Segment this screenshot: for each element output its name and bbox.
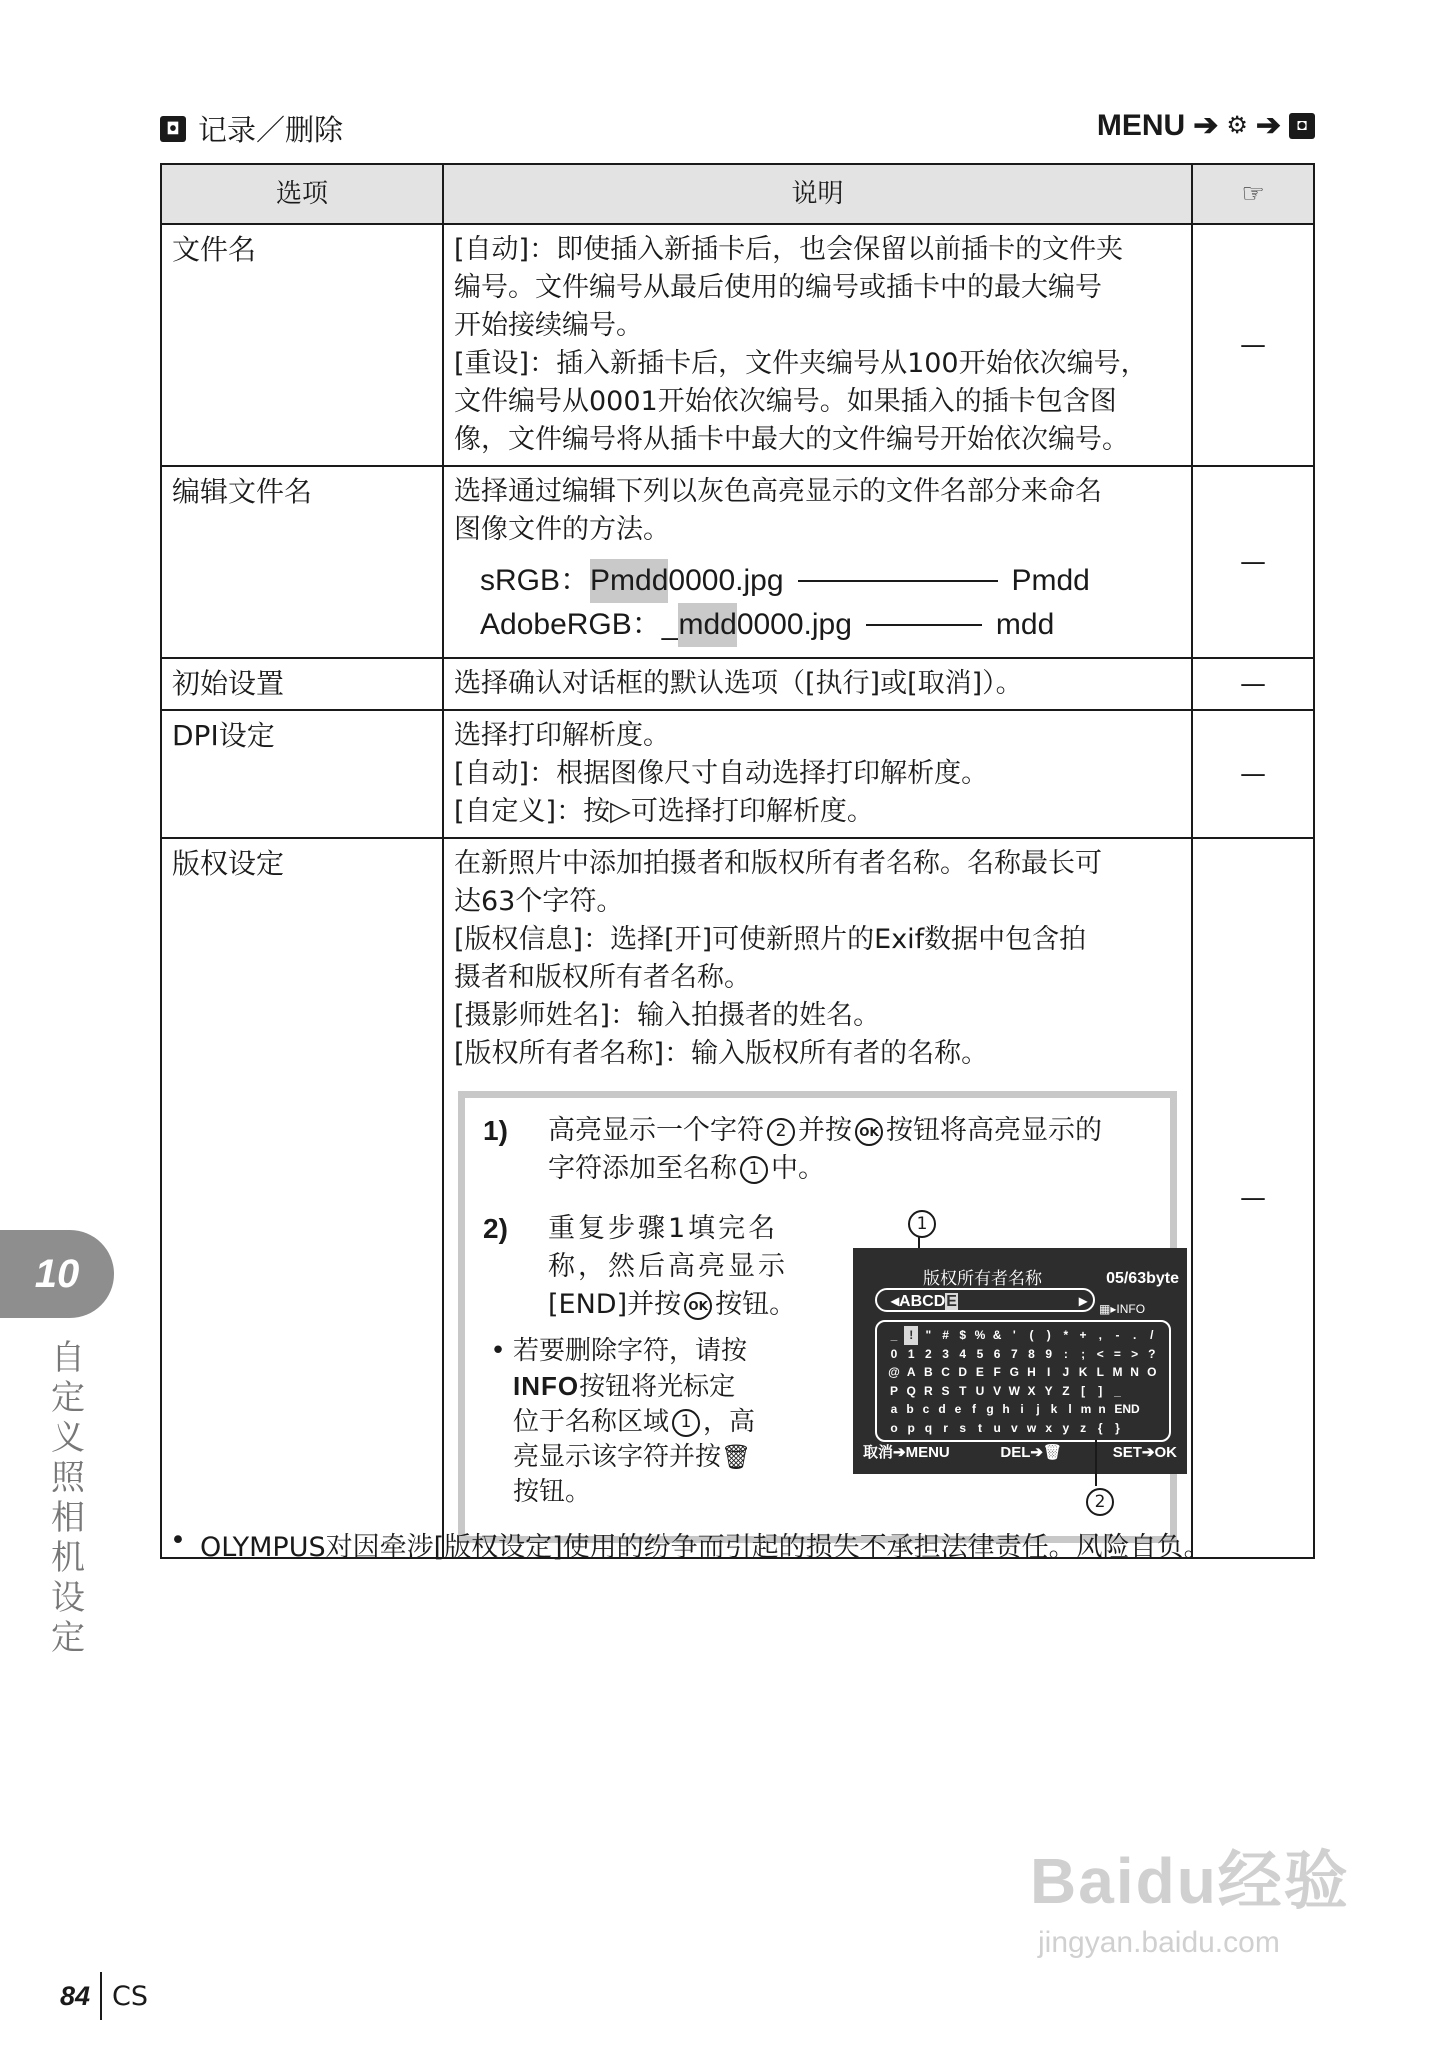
callout-line xyxy=(1095,1440,1097,1486)
desc-line: [自定义]：按▷可选择打印解析度。 xyxy=(454,796,874,827)
keyboard-row xyxy=(887,1400,1159,1419)
key: e xyxy=(954,1402,962,1416)
desc-line: 像，文件编号将从插卡中最大的文件编号开始依次编号。 xyxy=(454,424,1129,455)
step-text-part: 按钮将高亮显示的 xyxy=(886,1115,1102,1146)
bullet-dot: • xyxy=(170,1525,186,1556)
key: i xyxy=(1020,1402,1024,1416)
srgb-result: Pmdd xyxy=(1011,564,1090,597)
bullet-text-part: 按钮。 xyxy=(513,1477,592,1507)
trash-icon: 🗑 xyxy=(721,1443,752,1471)
key: n xyxy=(1098,1402,1106,1416)
step-text-part: 按钮。 xyxy=(715,1289,797,1320)
key: C xyxy=(941,1365,950,1379)
name-cursor: E xyxy=(946,1293,957,1310)
adobe-rest: 0000.jpg xyxy=(736,608,852,641)
header-reference: ☞ xyxy=(1192,164,1314,224)
desc-line: [自动]：根据图像尺寸自动选择打印解析度。 xyxy=(454,758,989,789)
keyboard-row xyxy=(887,1345,1159,1364)
callout-1-icon: 1 xyxy=(672,1409,700,1437)
key: 7 xyxy=(1010,1346,1018,1361)
key: D xyxy=(958,1365,968,1379)
table-row-copyright xyxy=(161,838,1314,1558)
key: 3 xyxy=(942,1346,949,1361)
key: 2 xyxy=(925,1346,932,1361)
key: q xyxy=(924,1420,933,1435)
key: u xyxy=(993,1420,1001,1435)
option-description xyxy=(443,710,1192,838)
key: X xyxy=(1027,1383,1036,1398)
ok-button-icon: OK xyxy=(684,1292,712,1320)
key: M xyxy=(1112,1365,1123,1379)
key: " xyxy=(925,1328,932,1342)
key: ( xyxy=(1029,1328,1034,1342)
key: H xyxy=(1027,1365,1036,1379)
step-number: 2) xyxy=(483,1213,508,1244)
adobe-label: AdobeRGB：_ xyxy=(480,608,679,641)
key: < xyxy=(1096,1346,1104,1361)
key: A xyxy=(906,1365,916,1379)
footnote xyxy=(170,1525,1211,1564)
option-name: DPI设定 xyxy=(161,710,443,838)
desc-line: 选择通过编辑下列以灰色高亮显示的文件名部分来命名 xyxy=(454,476,1102,507)
key: O xyxy=(1147,1365,1157,1379)
key: c xyxy=(922,1402,930,1416)
desc-line: 在新照片中添加拍摄者和版权所有者名称。名称最长可 xyxy=(454,848,1102,879)
desc-line: 摄者和版权所有者名称。 xyxy=(454,962,751,993)
header-description: 说明 xyxy=(443,164,1192,224)
key: J xyxy=(1062,1365,1070,1379)
key: U xyxy=(975,1383,985,1398)
callout-1-icon: 1 xyxy=(908,1210,936,1238)
bullet-text-part: ，高 xyxy=(703,1407,756,1437)
screen-footer xyxy=(863,1434,1177,1472)
page-number-value: 84 xyxy=(60,1980,91,2011)
step-1 xyxy=(483,1112,1152,1188)
key: T xyxy=(959,1383,967,1398)
ok-button-icon: OK xyxy=(855,1118,883,1146)
key: I xyxy=(1047,1365,1051,1379)
key xyxy=(1128,1382,1142,1401)
key: { xyxy=(1097,1420,1103,1435)
key: t xyxy=(977,1420,982,1435)
desc-line: [摄影师姓名]：输入拍摄者的姓名。 xyxy=(454,1000,881,1031)
step-text-part: 并按 xyxy=(798,1115,852,1146)
step-text-part: 高亮显示一个字符 xyxy=(548,1115,764,1146)
key: K xyxy=(1078,1365,1088,1379)
step-text-part: 字符添加至名称 xyxy=(548,1153,737,1184)
delete-hint: DEL➔🗑 xyxy=(1000,1444,1063,1461)
key: W xyxy=(1008,1383,1020,1398)
section-header xyxy=(160,108,343,149)
option-description xyxy=(443,838,1192,1558)
key: B xyxy=(924,1365,933,1379)
desc-line: 开始接续编号。 xyxy=(454,310,643,341)
step-number: 1) xyxy=(483,1115,508,1146)
watermark-url: jingyan.baidu.com xyxy=(1038,1926,1280,1959)
desc-line: 图像文件的方法。 xyxy=(454,514,670,545)
key: @ xyxy=(888,1365,900,1379)
language-code: CS xyxy=(112,1980,149,2012)
step-text-part: 称，然后高亮显示 xyxy=(548,1251,788,1282)
key xyxy=(1145,1382,1159,1401)
divider xyxy=(100,1972,102,2020)
key: = xyxy=(1113,1346,1121,1361)
gear-icon: ⚙ xyxy=(1226,112,1248,139)
key: + xyxy=(1079,1328,1087,1342)
chapter-title: 自定义照相机设定 xyxy=(51,1338,85,1658)
key: ? xyxy=(1148,1346,1156,1361)
key: 0 xyxy=(890,1346,898,1361)
info-hint: ▦▸INFO xyxy=(1099,1302,1146,1316)
callout-1-icon: 1 xyxy=(740,1156,768,1184)
name-value: ABCD xyxy=(899,1293,946,1310)
table-row-edit-filename xyxy=(161,466,1314,658)
key: % xyxy=(974,1328,986,1342)
table-header-row xyxy=(161,164,1314,224)
chapter-tab: 10 xyxy=(0,1230,114,1318)
table-row-filename xyxy=(161,224,1314,466)
option-reference: — xyxy=(1192,838,1314,1558)
adobe-result: mdd xyxy=(995,608,1055,641)
option-reference: — xyxy=(1192,224,1314,466)
bullet-text-part: 按钮将光标定 xyxy=(579,1372,736,1402)
option-name: 文件名 xyxy=(161,224,443,466)
bullet-note xyxy=(483,1334,833,1510)
key: N xyxy=(1130,1365,1139,1379)
key: , xyxy=(1098,1328,1102,1342)
key: 6 xyxy=(993,1346,1001,1361)
camera-screen xyxy=(853,1248,1187,1474)
key: j xyxy=(1036,1402,1040,1416)
key: f xyxy=(972,1402,976,1416)
key: z xyxy=(1080,1420,1087,1435)
srgb-rest: 0000.jpg xyxy=(668,564,784,597)
left-arrow-icon: ◂ xyxy=(891,1293,900,1310)
key: g xyxy=(986,1402,994,1416)
key: $ xyxy=(959,1328,967,1342)
bullet-text xyxy=(513,1334,755,1510)
keyboard-row xyxy=(887,1326,1159,1345)
watermark-logo: Baidu经验 xyxy=(1030,1845,1350,1917)
filename-examples xyxy=(480,559,1181,647)
key: p xyxy=(907,1420,915,1435)
key: * xyxy=(1063,1328,1069,1342)
option-description xyxy=(443,224,1192,466)
key: o xyxy=(890,1420,898,1435)
key: 1 xyxy=(907,1346,915,1361)
key: r xyxy=(943,1420,948,1435)
key: R xyxy=(924,1383,933,1398)
key: a xyxy=(890,1402,898,1416)
header-option: 选项 xyxy=(161,164,443,224)
cancel-hint: 取消➔MENU xyxy=(863,1444,950,1461)
key: h xyxy=(1002,1402,1010,1416)
key: s xyxy=(959,1420,967,1435)
keyboard-row xyxy=(887,1363,1159,1382)
info-button-label: INFO xyxy=(513,1371,580,1401)
key: b xyxy=(906,1402,914,1416)
key: G xyxy=(1009,1365,1019,1379)
key: d xyxy=(938,1402,946,1416)
key: _ xyxy=(890,1328,898,1342)
desc-line: 选择打印解析度。 xyxy=(454,720,670,751)
bullet-text-part: 亮显示该字符并按 xyxy=(513,1442,722,1472)
key: y xyxy=(1062,1420,1070,1435)
callout-2-icon: 2 xyxy=(767,1118,795,1146)
key: . xyxy=(1132,1328,1137,1342)
option-reference: — xyxy=(1192,710,1314,838)
key: x xyxy=(1045,1420,1053,1435)
key: m xyxy=(1080,1402,1092,1416)
instruction-box xyxy=(458,1091,1177,1543)
settings-table xyxy=(160,163,1315,1559)
step-text xyxy=(548,1112,1102,1188)
keyboard-row xyxy=(887,1382,1159,1401)
key: _ xyxy=(1114,1383,1121,1398)
byte-counter: 05/63byte xyxy=(1106,1270,1179,1287)
key: ) xyxy=(1046,1328,1051,1342)
key: > xyxy=(1131,1346,1139,1361)
step-2-body xyxy=(483,1210,833,1324)
camera-menu-icon: ◘ xyxy=(1289,113,1315,139)
key: ; xyxy=(1081,1346,1086,1361)
key-end: END xyxy=(1114,1402,1140,1416)
option-reference: — xyxy=(1192,466,1314,658)
step-text-part: 中。 xyxy=(771,1153,825,1184)
key xyxy=(1145,1400,1159,1419)
key: l xyxy=(1068,1402,1072,1416)
key: L xyxy=(1096,1365,1104,1379)
key: Z xyxy=(1062,1383,1070,1398)
key: } xyxy=(1115,1420,1120,1435)
key: & xyxy=(992,1328,1002,1342)
bullet-dot: • xyxy=(490,1336,506,1366)
screen-title: 版权所有者名称 xyxy=(923,1269,1042,1288)
table-row-dpi xyxy=(161,710,1314,838)
option-name: 编辑文件名 xyxy=(161,466,443,658)
page-number xyxy=(60,1972,148,2020)
name-field xyxy=(875,1288,1095,1312)
table-row-initial xyxy=(161,658,1314,710)
key: E xyxy=(975,1365,984,1379)
footnote-text: OLYMPUS对因牵涉[版权设定]使用的纷争而引起的损失不承担法律责任。风险自负。 xyxy=(199,1532,1211,1563)
option-reference: — xyxy=(1192,658,1314,710)
desc-line: 达63个字符。 xyxy=(454,886,624,917)
step-2 xyxy=(483,1210,833,1510)
desc-line: [自动]：即使插入新插卡后，也会保留以前插卡的文件夹 xyxy=(454,234,1124,265)
option-description xyxy=(443,466,1192,658)
srgb-highlight: Pmdd xyxy=(590,559,668,603)
option-name: 初始设置 xyxy=(161,658,443,710)
key: - xyxy=(1115,1328,1120,1342)
key: V xyxy=(993,1383,1002,1398)
key: Y xyxy=(1044,1383,1053,1398)
watermark xyxy=(1030,1830,1350,1960)
desc-line: [版权所有者名称]：输入版权所有者的名称。 xyxy=(454,1038,989,1069)
srgb-label: sRGB： xyxy=(480,564,591,597)
key: Q xyxy=(906,1383,916,1398)
key: k xyxy=(1050,1402,1058,1416)
camera-menu-icon: ◘ xyxy=(160,116,186,142)
key: v xyxy=(1010,1420,1018,1435)
key: P xyxy=(889,1383,898,1398)
menu-label: MENU xyxy=(1096,108,1186,142)
key: ! xyxy=(904,1326,918,1345)
arrow-icon: ➔ xyxy=(1255,109,1281,142)
desc-line: [重设]：插入新插卡后，文件夹编号从100开始依次编号， xyxy=(454,348,1148,379)
character-keyboard xyxy=(875,1320,1171,1442)
option-name: 版权设定 xyxy=(161,838,443,1558)
adobe-highlight: mdd xyxy=(678,603,736,647)
srgb-example xyxy=(480,559,1181,603)
leader-line xyxy=(866,624,982,626)
key: F xyxy=(993,1365,1001,1379)
menu-path xyxy=(1097,108,1315,143)
key: S xyxy=(941,1383,950,1398)
key: 4 xyxy=(959,1346,967,1361)
desc-line: 文件编号从0001开始依次编号。如果插入的插卡包含图 xyxy=(454,386,1117,417)
adobe-example xyxy=(480,603,1181,647)
right-arrow-icon: ▸ xyxy=(1078,1293,1087,1310)
section-title: 记录／删除 xyxy=(198,113,344,147)
leader-line xyxy=(798,580,998,582)
option-description: 选择确认对话框的默认选项（[执行]或[取消]）。 xyxy=(443,658,1192,710)
bullet-text-part: 若要删除字符，请按 xyxy=(513,1336,748,1366)
key: : xyxy=(1063,1346,1068,1361)
desc-line: 编号。文件编号从最后使用的编号或插卡中的最大编号 xyxy=(454,272,1102,303)
key: 8 xyxy=(1028,1346,1035,1361)
step-text-part: 重复步骤1填完名 xyxy=(548,1213,779,1244)
key: 9 xyxy=(1045,1346,1053,1361)
step-text xyxy=(548,1210,796,1324)
arrow-icon: ➔ xyxy=(1193,109,1219,142)
desc-line: [版权信息]：选择[开]可使新照片的Exif数据中包含拍 xyxy=(454,924,1087,955)
key: [ xyxy=(1081,1383,1086,1398)
step-text-part: [END]并按 xyxy=(548,1289,682,1320)
key: # xyxy=(942,1328,949,1342)
key: ' xyxy=(1012,1328,1016,1342)
set-hint: SET➔OK xyxy=(1112,1444,1177,1461)
key: w xyxy=(1026,1420,1037,1435)
key: 5 xyxy=(976,1346,984,1361)
key: / xyxy=(1150,1328,1154,1342)
bullet-text-part: 位于名称区域 xyxy=(513,1407,670,1437)
callout-2-icon: 2 xyxy=(1086,1488,1114,1516)
key: ] xyxy=(1098,1383,1103,1398)
